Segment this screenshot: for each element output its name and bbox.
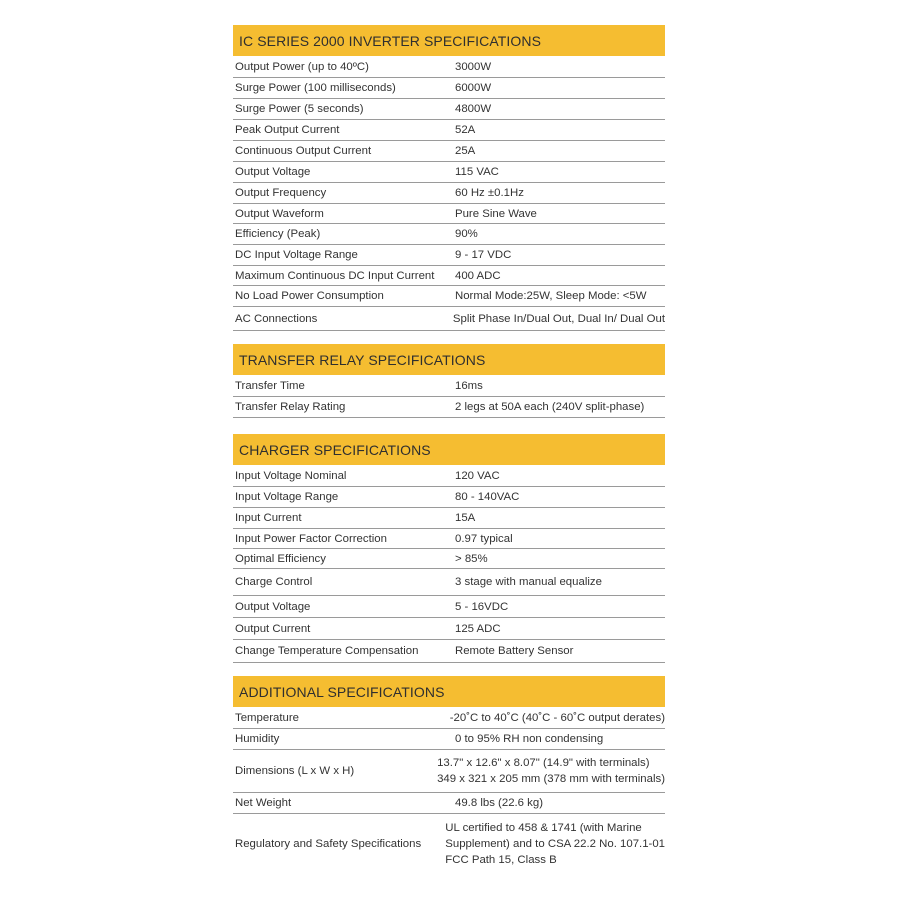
spec-label: AC Connections	[235, 312, 318, 325]
spec-label: Transfer Time	[235, 380, 305, 392]
spec-label: Dimensions (L x W x H)	[235, 765, 355, 777]
spec-value-line: FCC Path 15, Class B	[445, 854, 557, 866]
section-header	[233, 676, 665, 707]
spec-value	[453, 311, 665, 327]
spec-value	[455, 399, 665, 415]
spec-value-line: 349 x 321 x 205 mm (378 mm with terminals)	[437, 773, 665, 785]
spec-value	[455, 795, 665, 811]
spec-row	[233, 596, 665, 618]
spec-row	[233, 508, 665, 529]
spec-row	[233, 729, 665, 750]
spec-row	[233, 224, 665, 245]
spec-value	[455, 268, 665, 284]
spec-value-line: 3000W	[455, 61, 492, 73]
spec-row	[233, 569, 665, 596]
spec-value-line: 15A	[455, 512, 476, 524]
spec-value-line: 90%	[455, 228, 478, 240]
spec-label: Output Current	[235, 622, 311, 635]
spec-value-line: 5 - 16VDC	[455, 600, 509, 613]
spec-value-line: 60 Hz ±0.1Hz	[455, 187, 524, 199]
spec-row	[233, 286, 665, 307]
spec-value-line: 400 ADC	[455, 269, 501, 282]
spec-label: Input Voltage Nominal	[235, 470, 347, 482]
spec-row	[233, 204, 665, 224]
spec-value	[455, 643, 665, 659]
spec-row	[233, 266, 665, 286]
spec-value	[455, 185, 665, 201]
spec-label: Charge Control	[235, 576, 313, 588]
spec-label: Output Frequency	[235, 187, 327, 199]
spec-value	[455, 551, 665, 567]
spec-label: Output Power (up to 40ºC)	[235, 61, 369, 73]
spec-value	[455, 80, 665, 96]
spec-value	[455, 206, 665, 222]
spec-label: Input Current	[235, 512, 302, 524]
spec-value-line: 0.97 typical	[455, 532, 513, 545]
spec-row	[233, 183, 665, 204]
spec-value	[455, 621, 665, 637]
spec-row	[233, 141, 665, 162]
spec-row	[233, 640, 665, 663]
spec-row	[233, 793, 665, 814]
section-title: CHARGER SPECIFICATIONS	[239, 441, 431, 458]
spec-label: Temperature	[235, 712, 299, 724]
spec-value-line: UL certified to 458 & 1741 (with Marine	[445, 822, 642, 834]
spec-value	[455, 59, 665, 75]
spec-value	[437, 755, 665, 787]
spec-value	[455, 599, 665, 615]
spec-value-line: Split Phase In/Dual Out, Dual In/ Dual Out	[452, 312, 665, 325]
spec-value	[455, 510, 665, 526]
spec-label: Regulatory and Safety Specifications	[235, 838, 422, 850]
spec-label: Output Voltage	[235, 600, 311, 613]
section-header	[233, 344, 665, 375]
spec-value	[455, 489, 665, 505]
spec-value-line: 2 legs at 50A each (240V split-phase)	[455, 401, 645, 413]
spec-label: Output Waveform	[235, 207, 324, 220]
spec-row	[233, 708, 665, 729]
spec-value	[455, 378, 665, 394]
spec-label: Change Temperature Compensation	[235, 645, 419, 657]
spec-row	[233, 529, 665, 549]
spec-value-line: 4800W	[455, 103, 492, 115]
spec-value-line: 3 stage with manual equalize	[455, 576, 602, 588]
spec-row	[233, 487, 665, 508]
spec-value	[455, 288, 665, 304]
spec-value-line: 49.8 lbs (22.6 kg)	[455, 797, 544, 809]
spec-label: Humidity	[235, 733, 280, 745]
spec-row	[233, 78, 665, 99]
spec-value-line: 80 - 140VAC	[455, 491, 520, 503]
inverter-specifications-section	[233, 25, 665, 329]
spec-value-line: 25A	[455, 145, 476, 157]
spec-value	[445, 820, 665, 868]
spec-row	[233, 549, 665, 569]
section-title: IC SERIES 2000 INVERTER SPECIFICATIONS	[239, 32, 542, 49]
spec-row	[233, 397, 665, 418]
spec-label: Continuous Output Current	[235, 145, 372, 157]
spec-value	[455, 531, 665, 547]
spec-value-line: 0 to 95% RH non condensing	[455, 733, 604, 745]
spec-row	[233, 57, 665, 78]
spec-value-line: -20˚C to 40˚C (40˚C - 60˚C output derates)	[449, 712, 665, 724]
spec-value-line: 115 VAC	[455, 166, 499, 178]
spec-value-line: Pure Sine Wave	[455, 207, 537, 220]
spec-row	[233, 99, 665, 120]
spec-row	[233, 162, 665, 183]
spec-sheet	[233, 25, 665, 874]
spec-label: Net Weight	[235, 797, 292, 809]
section-header	[233, 434, 665, 465]
section-title: TRANSFER RELAY SPECIFICATIONS	[239, 351, 486, 368]
section-header	[233, 25, 665, 56]
spec-row	[233, 376, 665, 397]
spec-value-line: 16ms	[455, 380, 483, 392]
spec-value	[455, 226, 665, 242]
spec-label: Peak Output Current	[235, 124, 340, 136]
spec-row	[233, 814, 665, 874]
spec-label: Output Voltage	[235, 166, 311, 178]
spec-value	[455, 731, 665, 747]
spec-value-line: 125 ADC	[455, 622, 501, 635]
spec-value	[455, 468, 665, 484]
spec-value-line: Remote Battery Sensor	[455, 645, 574, 657]
spec-value	[455, 143, 665, 159]
spec-value	[455, 574, 665, 590]
spec-value-line: Supplement) and to CSA 22.2 No. 107.1-01	[445, 838, 665, 850]
spec-value-line: 9 - 17 VDC	[455, 249, 512, 261]
spec-value	[450, 710, 665, 726]
spec-label: Transfer Relay Rating	[235, 401, 346, 413]
spec-value-line: > 85%	[455, 552, 488, 565]
spec-value-line: 13.7" x 12.6" x 8.07" (14.9" with terminals)	[437, 757, 650, 769]
spec-row	[233, 120, 665, 141]
spec-label: No Load Power Consumption	[235, 290, 384, 302]
additional-specifications-section	[233, 676, 665, 874]
spec-row	[233, 307, 665, 331]
charger-specifications-section	[233, 434, 665, 665]
spec-value	[455, 247, 665, 263]
spec-label: Efficiency (Peak)	[235, 228, 321, 240]
spec-value	[455, 164, 665, 180]
spec-label: DC Input Voltage Range	[235, 249, 358, 261]
spec-value	[455, 122, 665, 138]
spec-value	[455, 101, 665, 117]
spec-label: Optimal Efficiency	[235, 552, 326, 565]
spec-label: Surge Power (100 milliseconds)	[235, 82, 396, 94]
transfer-relay-specifications-section	[233, 344, 665, 419]
section-title: ADDITIONAL SPECIFICATIONS	[239, 683, 445, 700]
spec-value-line: 52A	[455, 124, 476, 136]
spec-label: Maximum Continuous DC Input Current	[235, 269, 435, 282]
spec-value-line: Normal Mode:25W, Sleep Mode: <5W	[455, 290, 647, 302]
spec-value-line: 120 VAC	[455, 470, 500, 482]
spec-value-line: 6000W	[455, 82, 492, 94]
spec-row	[233, 245, 665, 266]
spec-row	[233, 750, 665, 793]
spec-label: Surge Power (5 seconds)	[235, 103, 364, 115]
spec-row	[233, 466, 665, 487]
spec-row	[233, 618, 665, 640]
spec-label: Input Power Factor Correction	[235, 532, 387, 545]
spec-label: Input Voltage Range	[235, 491, 339, 503]
